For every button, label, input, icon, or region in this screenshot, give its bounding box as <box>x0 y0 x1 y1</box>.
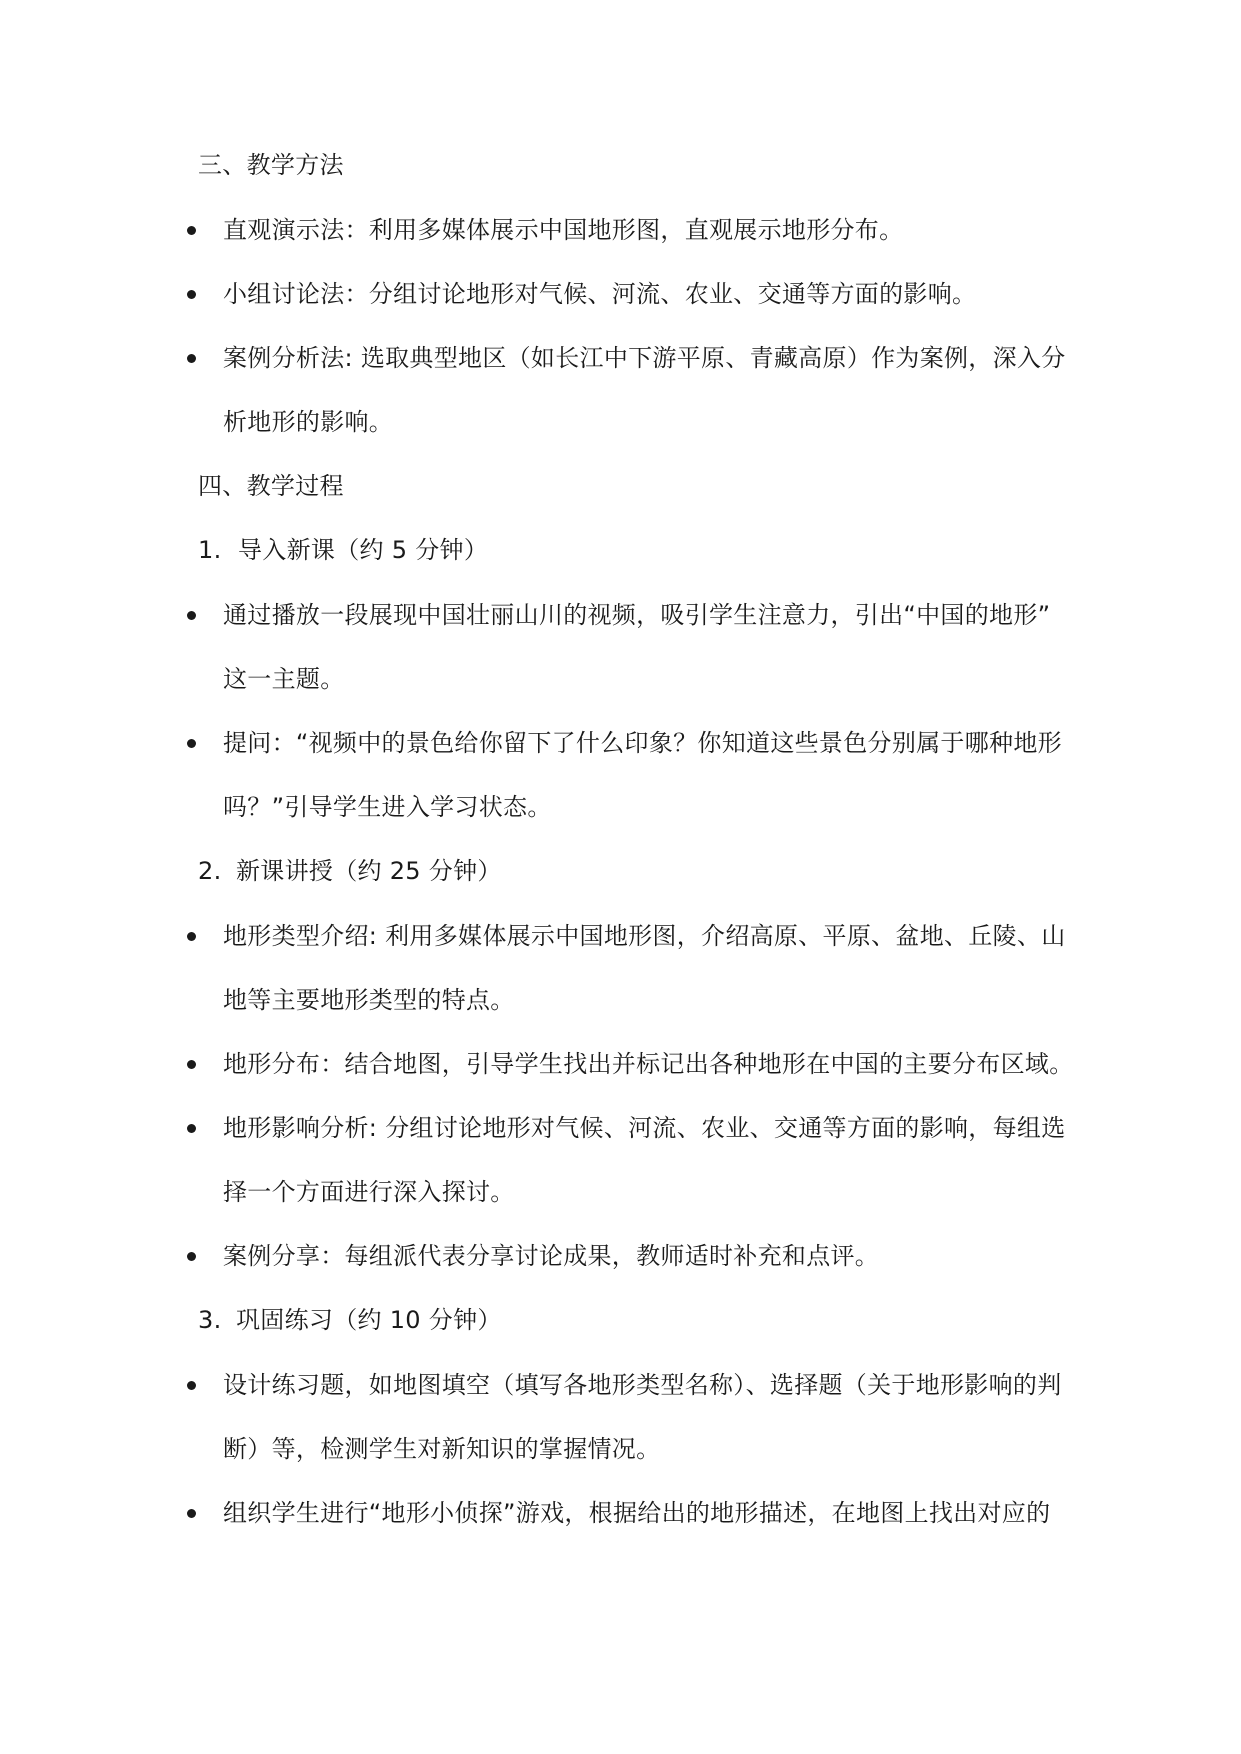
step-2-title: 新课讲授（约 25 分钟） <box>236 857 502 885</box>
bullet-dot <box>187 611 196 620</box>
step-1-number: 1. <box>198 536 222 564</box>
step-2-item-1-line-2: 地等主要地形类型的特点。 <box>223 986 515 1014</box>
bullet-dot <box>187 1381 196 1390</box>
bullet-dot <box>187 1124 196 1133</box>
step-1-title: 导入新课（约 5 分钟） <box>238 536 489 564</box>
step-2-number: 2. <box>198 857 222 885</box>
step-2-item-3-line-1: 地形影响分析: 分组讨论地形对气候、河流、农业、交通等方面的影响，每组选 <box>223 1114 1066 1142</box>
step-2-item-3-line-2: 择一个方面进行深入探讨。 <box>223 1178 515 1206</box>
bullet-dot <box>187 932 196 941</box>
bullet-dot <box>187 1509 196 1518</box>
step-3-number: 3. <box>198 1306 222 1334</box>
step-1-item-2-line-2: 吗？”引导学生进入学习状态。 <box>223 793 552 821</box>
bullet-dot <box>187 354 196 363</box>
step-3-item-2-line-1: 组织学生进行“地形小侦探”游戏，根据给出的地形描述，在地图上找出对应的 <box>223 1499 1051 1527</box>
step-2-item-2-line-1: 地形分布：结合地图，引导学生找出并标记出各种地形在中国的主要分布区域。 <box>223 1050 1074 1078</box>
step-3-item-1-line-1: 设计练习题，如地图填空（填写各地形类型名称）、选择题（关于地形影响的判 <box>223 1371 1062 1399</box>
bullet-dot <box>187 1060 196 1069</box>
step-1-item-1-line-2: 这一主题。 <box>223 665 345 693</box>
bullet-dot <box>187 226 196 235</box>
step-1-item-2-line-1: 提问：“视频中的景色给你留下了什么印象？你知道这些景色分别属于哪种地形 <box>223 729 1062 757</box>
step-1-item-1-line-1: 通过播放一段展现中国壮丽山川的视频，吸引学生注意力，引出“中国的地形” <box>223 601 1051 629</box>
section-heading-methods: 三、教学方法 <box>198 151 344 179</box>
method-item-1-line-1: 直观演示法：利用多媒体展示中国地形图，直观展示地形分布。 <box>223 216 904 244</box>
bullet-dot <box>187 290 196 299</box>
method-item-3-line-1: 案例分析法: 选取典型地区（如长江中下游平原、青藏高原）作为案例，深入分 <box>223 344 1066 372</box>
step-3-title: 巩固练习（约 10 分钟） <box>236 1306 502 1334</box>
step-2-item-1-line-1: 地形类型介绍: 利用多媒体展示中国地形图，介绍高原、平原、盆地、丘陵、山 <box>223 922 1066 950</box>
section-heading-process: 四、教学过程 <box>198 472 344 500</box>
step-3-item-1-line-2: 断）等，检测学生对新知识的掌握情况。 <box>223 1435 661 1463</box>
method-item-3-line-2: 析地形的影响。 <box>223 408 394 436</box>
bullet-dot <box>187 1252 196 1261</box>
bullet-dot <box>187 739 196 748</box>
step-2-item-4-line-1: 案例分享：每组派代表分享讨论成果，教师适时补充和点评。 <box>223 1242 880 1270</box>
method-item-2-line-1: 小组讨论法：分组讨论地形对气候、河流、农业、交通等方面的影响。 <box>223 280 977 308</box>
